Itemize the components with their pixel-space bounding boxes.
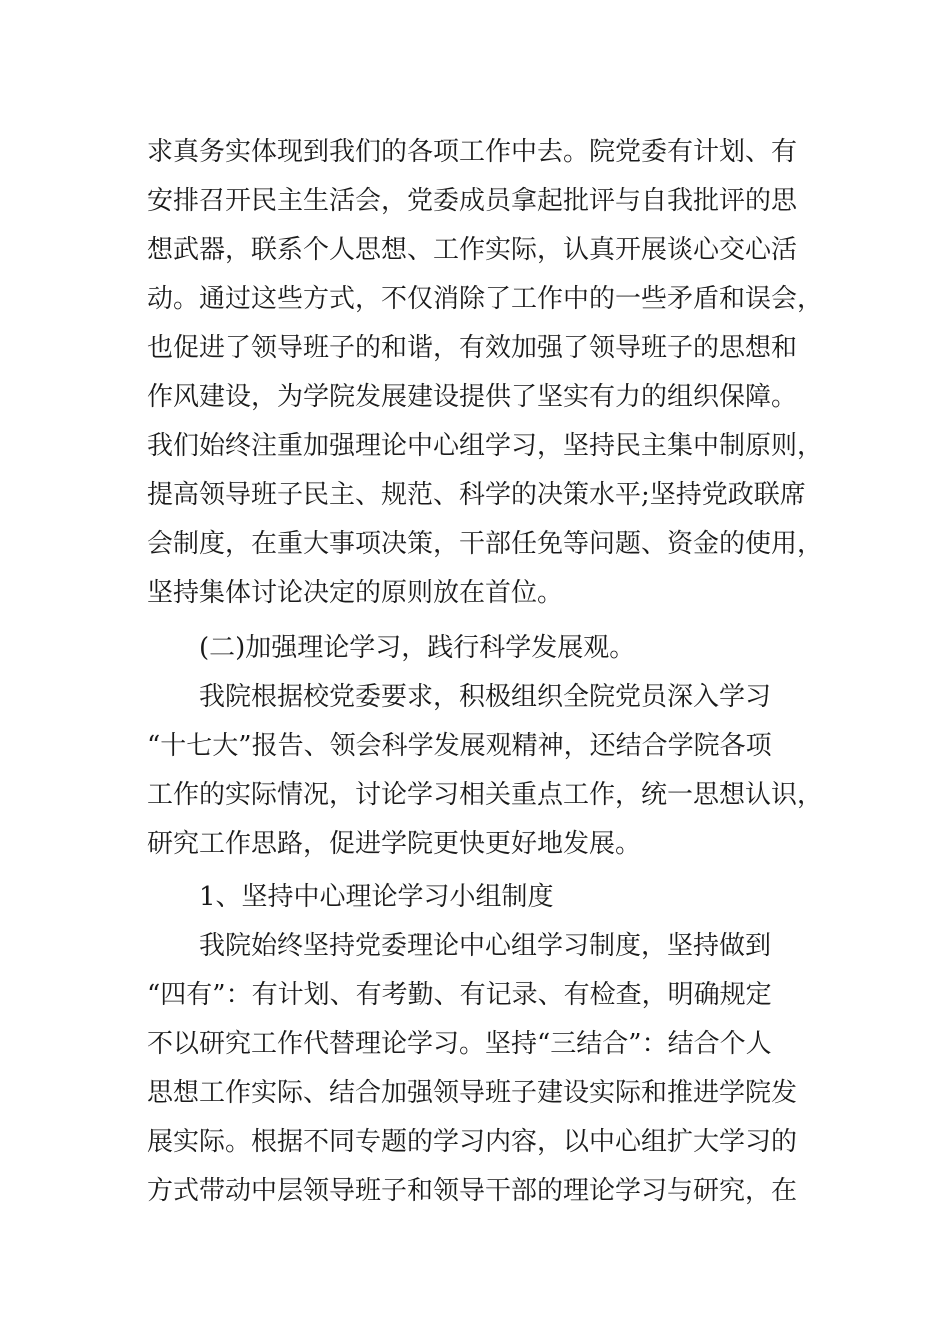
paragraph-line: 动。通过这些方式，不仅消除了工作中的一些矛盾和误会， [147, 284, 824, 314]
paragraph-line: 坚持集体讨论决定的原则放在首位。 [147, 578, 564, 608]
paragraph-line: 研究工作思路，促进学院更快更好地发展。 [147, 829, 642, 859]
paragraph-line: 安排召开民主生活会，党委成员拿起批评与自我批评的思 [147, 186, 798, 216]
paragraph-line: 展实际。根据不同专题的学习内容，以中心组扩大学习的 [147, 1127, 798, 1157]
subsection-heading: 1、坚持中心理论学习小组制度 [199, 882, 554, 912]
paragraph-line: 我院根据校党委要求，积极组织全院党员深入学习 [199, 682, 772, 712]
paragraph-line: 想武器，联系个人思想、工作实际，认真开展谈心交心活 [147, 235, 798, 265]
paragraph-line: 会制度，在重大事项决策，干部任免等问题、资金的使用， [147, 529, 824, 559]
section-heading: (二)加强理论学习，践行科学发展观。 [199, 633, 636, 663]
paragraph-line: 思想工作实际、结合加强领导班子建设实际和推进学院发 [147, 1078, 798, 1108]
paragraph-line: 作风建设，为学院发展建设提供了坚实有力的组织保障。 [147, 382, 798, 412]
paragraph-line: 我们始终注重加强理论中心组学习，坚持民主集中制原则， [147, 431, 824, 461]
paragraph-line: 求真务实体现到我们的各项工作中去。院党委有计划、有 [147, 137, 798, 167]
paragraph-line: 不以研究工作代替理论学习。坚持“三结合”：结合个人 [147, 1029, 772, 1059]
paragraph-line: 方式带动中层领导班子和领导干部的理论学习与研究，在 [147, 1176, 798, 1206]
paragraph-line: “十七大”报告、领会科学发展观精神，还结合学院各项 [147, 731, 772, 761]
paragraph-line: “四有”：有计划、有考勤、有记录、有检查，明确规定 [147, 980, 772, 1010]
paragraph-line: 我院始终坚持党委理论中心组学习制度，坚持做到 [199, 931, 772, 961]
paragraph-line: 工作的实际情况，讨论学习相关重点工作，统一思想认识， [147, 780, 824, 810]
paragraph-line: 提高领导班子民主、规范、科学的决策水平;坚持党政联席 [147, 480, 806, 510]
paragraph-line: 也促进了领导班子的和谐，有效加强了领导班子的思想和 [147, 333, 798, 363]
